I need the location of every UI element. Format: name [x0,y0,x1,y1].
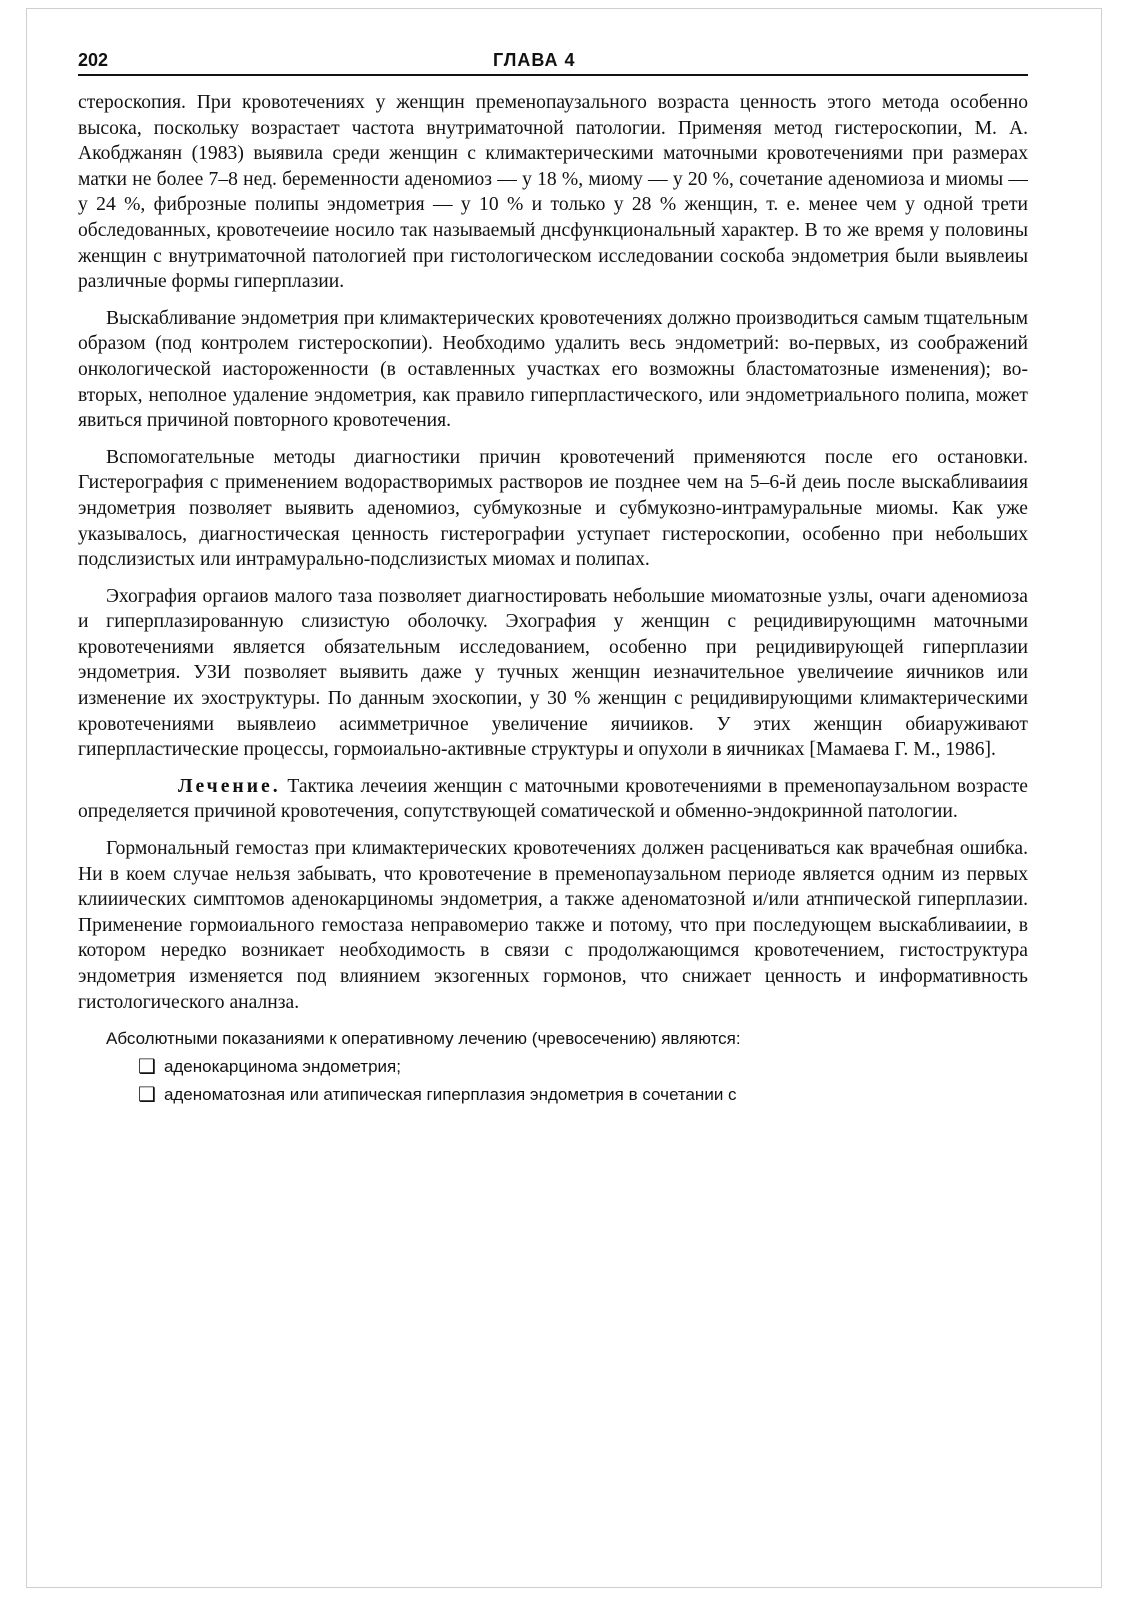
list-item [138,1082,1028,1108]
list-item [138,1054,1028,1080]
list-item-text: аденокарцинома эндометрия; [163,1057,401,1077]
paragraph-treatment [78,774,1028,825]
body-text [78,90,1028,1110]
paragraph-auxiliary-methods: Вспомогательные методы диагностики причин кровотечений применяются после его остановки. Гистерография с применением водорастворимых растворов ие позднее чем на 5–6-й деиь после выскабливаиия эндометрия позволяет выявить аденомиоз, субмукозные и субмукозно-интрамуральные миомы. Как уже указывалось, диагностическая ценность гистерографии уступает гистероскопии, особенно при небольших подслизистых или интрамурально-подслизистых миомах и полипах. [78,446,1028,571]
paragraph-echography: Эхография оргаиов малого таза позволяет диагностировать небольшие миоматозные узлы, очаги аденомиоза и гиперплазированную слизистую оболочку. Эхография у женщин с рецидивирующимн маточными кровотечениями является обязательным исследованием, особенно при рецидивирующей гиперплазии эндометрия. УЗИ позволяет выявить даже у тучных женщин иезначительное увеличеиие яичников или изменение их эхоструктуры. По данным эхоскопии, у 30 % женщин с рецидивирующими климактерическими кровотечениями выявлеио асимметричное увеличение яичииков. У этих женщин обиаруживают гиперпластические процессы, гормоиально-активные структуры и опухоли в яичниках [Мамаева Г. М., 1986]. [78,585,1028,761]
list-item-text: аденоматозная или атипическая гиперплазия эндометрия в сочетании с [163,1085,737,1105]
page-number: 202 [78,50,109,70]
paragraph-hysteroscopy: стероскопия. При кровотечениях у женщин пременопаузального возраста ценность этого метода особенно высока, поскольку возрастает частота внутриматочной патологии. Применяя метод гистероскопии, М. А. Акобджанян (1983) выявила среди женщин с климактерическими маточными кровотечениями при размерах матки не более 7–8 нед. беременности аденомиоз — у 18 %, миому — у 20 %, сочетание аденомиоза и миомы — у 24 %, фиброзные полипы эндометрия — у 10 % и только у 28 % женщин, т. е. менее чем у одной трети обследованных, кровотечеиие носило так называемый днсфункциональный характер. В то же время у половины женщин с внутриматочной патологией при гистологическом исследовании соскоба эндометрия были выявлеиы различные формы гиперплазии. [78,92,1028,293]
indications-list [78,1054,1028,1108]
treatment-text: Тактика лечеиия женщин с маточными кровотечениями в пременопаузальном возрасте определяется причиной кровотечения, сопутствующей соматической и обменно-эндокринной патологии. [78,775,1028,823]
checkbox-icon: ❑ [138,1056,156,1079]
chapter-title: ГЛАВА 4 [493,50,576,70]
indications-intro: Абсолютными показаниями к оперативному лечению (чревосечению) являются: [106,1029,741,1049]
checkbox-icon: ❑ [138,1084,156,1107]
treatment-heading: Лечение. [178,775,281,797]
paragraph-hormonal-hemostasis: Гормональный гемостаз при климактерических кровотечениях должен расцениваться как врачебная ошибка. Ни в коем случае нельзя забывать, что кровотечение в пременопаузальном периоде является одним из первых клииических симптомов аденокарциномы эндометрия, а также аденоматозной и/или атнпической гиперплазии. Применение гормоиального гемостаза неправомерио также и потому, что при последующем выскабливаиии, в котором нередко возникает необходимость в связи с продолжающимся кровотечением, гистоструктура эндометрия изменяется под влиянием экзогенных гормонов, что снижает ценность и информативность гистологического аналнза. [78,838,1028,1013]
running-head [78,48,1028,76]
paragraph-curettage: Выскабливание эндометрия при климактерических кровотечениях должно производиться самым тщательным образом (под контролем гистероскопии). Необходимо удалить весь эндометрий: во-первых, из соображений онкологической иастороженности (в оставленных участках его возможны бластоматозные изменения); во-вторых, неполное удаление эндометрия, как правило гиперпластического, или эндометриального полипа, может явиться причиной повторного кровотечения. [78,307,1028,432]
